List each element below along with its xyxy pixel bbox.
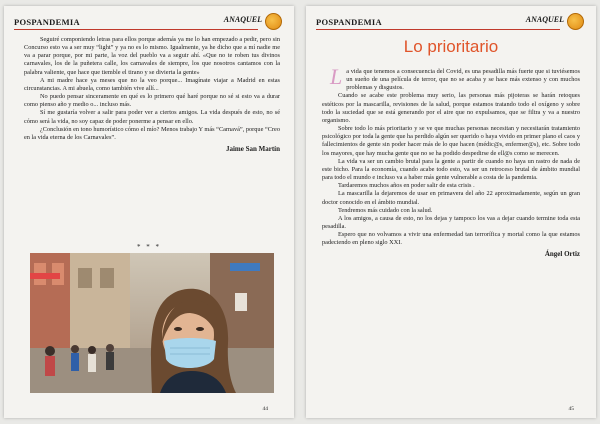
drop-cap: L: [330, 64, 343, 89]
left-body-text: [24, 36, 280, 153]
paragraph: Sobre todo lo más prioritario y se ve que muchas personas necesitan y necesitarán tratamiento psicológico por toda la gente que ha perdido algún ser querido o haya vivido en primer plano el caos y fallecimientos de gente sin poder hacer más de lo que hacen (médic@s, enfermer@s), etc. Sobre todo los mayores, que hay mucha gente que no se ha podido despedirse de ell@s como se merecen.: [322, 125, 580, 157]
first-paragraph-text: a vida que tenemos a consecuencia del Covid, es una pesadilla más fuerte que si tuviésemos un sueño de una película de terror, que no se acaba y se hace más extenso y con muchos problemas y disgustos.: [346, 68, 580, 92]
paragraph: A los amigos, a causa de esto, no los dejas y tampoco los vas a dejar cuando termine toda esta pesadilla.: [322, 214, 580, 230]
author-signature: Ángel Ortiz: [544, 250, 580, 259]
paragraph: No puedo pensar sinceramente en qué es lo primero qué haré porque no sé si esto va a durar como pienso año y medio o... incluso más.: [24, 93, 280, 109]
page-number: 45: [568, 406, 574, 412]
left-page: [4, 6, 294, 418]
right-header: [316, 15, 586, 31]
paragraph: Seguiré componiendo letras para ellos porque además ya me lo han empezado a pedir, pero sin Concurso esto va a ser muy “light” y ya no es lo mismo. Igualmente, ya he dicho que a mí nadie me va a parar porque, por mi parte, la voz del pueblo va a seguir ahí. «Que no te roben tus divinos carnavales, los de la puñetera calle, los carnavales de siempre, los que nosotros cantamos con la palabra valiente, que hace que tiemble el tirano y se divierta la gente»: [24, 36, 280, 76]
right-body-text: [322, 64, 580, 259]
paragraph: A mi madre hace ya meses que no la veo porque... Imagínate viajar a Madrid en estas circunstancias. A mi abuela, como también vive allí...: [24, 76, 280, 92]
left-header: [14, 15, 284, 31]
anaquel-logo-icon: [567, 13, 584, 30]
page-number: 44: [262, 406, 268, 412]
anaquel-logo-icon: [265, 13, 282, 30]
first-paragraph: [322, 64, 580, 92]
section-title: POSPANDEMIA: [316, 17, 382, 27]
article-title: Lo prioritario: [403, 37, 499, 56]
paragraph: Tardaremos muchos años en poder salir de esta crisis .: [338, 182, 475, 190]
paragraph: Cuando se acabe este problema muy serio, las personas más pijoteras se harán retoques estéticos por la mascarilla, revisiones de la salud, porque estamos tratando todo el oxígeno y sobre todo la suciedad que se está generando por el aire que no expulsamos, que se filtra y va a nuestro organismo.: [322, 92, 580, 124]
paragraph: Tendremos más cuidado con la salud.: [338, 206, 433, 214]
author-signature: Jaime San Martín: [225, 145, 280, 154]
woman-with-mask-photo: [30, 253, 274, 393]
paragraph: La mascarilla la dejaremos de usar en primavera del año 22 aproximadamente, según un gran doctor conocido en el ámbito mundial.: [322, 190, 580, 206]
paragraph: Espero que no volvamos a vivir una enfermedad tan terrorífica y mortal como la que estamos padeciendo en pleno siglo XXI.: [322, 231, 580, 247]
brand-label: ANAQUEL: [223, 15, 262, 24]
paragraph: La vida va ser un cambio brutal para la gente a partir de cuando no haya un rastro de nada de este bicho. Para la economía, cuando acabe todo esto, va ser un retroceso brutal de ámbito mundial para todo el mundo e incluso va a haber más gente vulnerable a costa de la pandemia.: [322, 157, 580, 182]
header-rule: [316, 29, 560, 30]
section-separator: * * *: [137, 243, 161, 251]
section-title: POSPANDEMIA: [14, 17, 80, 27]
paragraph: ¿Conclusión en tono humorístico cómo el mío? Menos trabajo Y más “Carnavá”, porque “Creo en la vida eterna de los Carnavales”.: [24, 125, 280, 141]
right-page: [306, 6, 596, 418]
brand-label: ANAQUEL: [525, 15, 564, 24]
photo-illustration: [30, 253, 274, 393]
header-rule: [14, 29, 258, 30]
paragraph: Sí me gustaría volver a salir para poder ver a ciertos amigos. La vida después de esto, no sé cómo será la vida, no soy capaz de poder ponerme a pensar en ello.: [24, 109, 280, 125]
